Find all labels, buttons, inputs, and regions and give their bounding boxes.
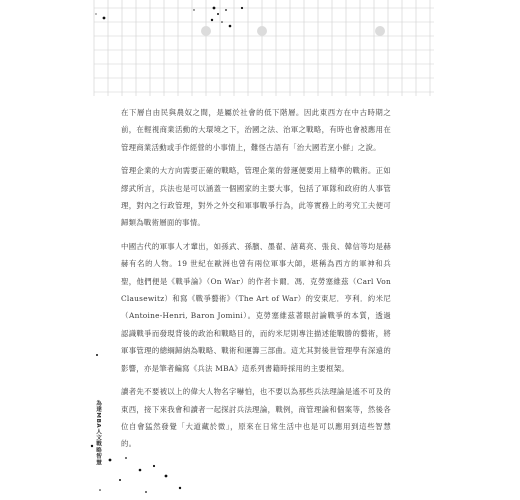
- paragraph: 讀者先不要被以上的偉大人物名字嚇怕，也不要以為那些兵法理論是遙不可及的東西，接下來我會和讀者一起探討兵法理論，戰例，商管理論和個案等，然後各位自會猛然發覺「大道藏於微」，原來在日常生活中也是可以應用到這些智慧的。: [121, 387, 391, 449]
- stone-white: [375, 26, 385, 36]
- ink-splatter: [80, 440, 200, 500]
- running-title: 為達MBA人文戰略智慧: [95, 400, 101, 466]
- stone-white: [257, 26, 267, 36]
- body-text: [121, 104, 394, 453]
- paragraph: 在下層自由民與農奴之間，是屬於社會的低下階層。因此東西方在中古時期之前，在輕視商業活動的大環境之下，治國之法、治軍之戰略，有時也會被應用在管理商業活動或手作經營的小事情上，難怪古語有「治大國若烹小鮮」之說。: [121, 108, 391, 152]
- grid-illustration: [84, 0, 440, 96]
- paragraph: 管理企業的大方向需要正確的戰略，管理企業的營運便要用上精準的戰術。正如繆武所言，兵法也是可以涵蓋一個國家的主要大事，包括了軍隊和政府的人事管理，對內之行政管理，對外之外交和軍事戰爭行為，此等實務上的考究工夫便可歸類為戰術層面的事情。: [121, 166, 391, 228]
- ink-dot: [94, 352, 100, 358]
- stone-white: [201, 26, 211, 36]
- paragraph: 中國古代的軍事人才輩出，如孫武、孫臏、墨翟、諸葛亮、張良、韓信等均是赫赫有名的人物。19 世紀在歐洲也曾有兩位軍事大師，堪稱為西方的軍神和兵聖，他們便是《戰爭論》（On War）的作者卡爾．馮．克勞塞維茲（Carl Von Clausewitz）和寫《戰爭藝術》（The Art of War）的安東尼．亨利．約米尼（Antoine-Henri, Baron Jomini）。克勞塞維茲著眼討論戰爭的本質，透過認識戰爭而發現背後的政治和戰略目的，而約米尼則專注描述能戰勝的藝術，將軍事管理的總綱歸納為戰略、戰術和運籌三部曲。這尤其對後世管理學有深遠的影響，亦是筆者編寫《兵法 MBA》這系列書籍時採用的主要框架。: [121, 241, 394, 373]
